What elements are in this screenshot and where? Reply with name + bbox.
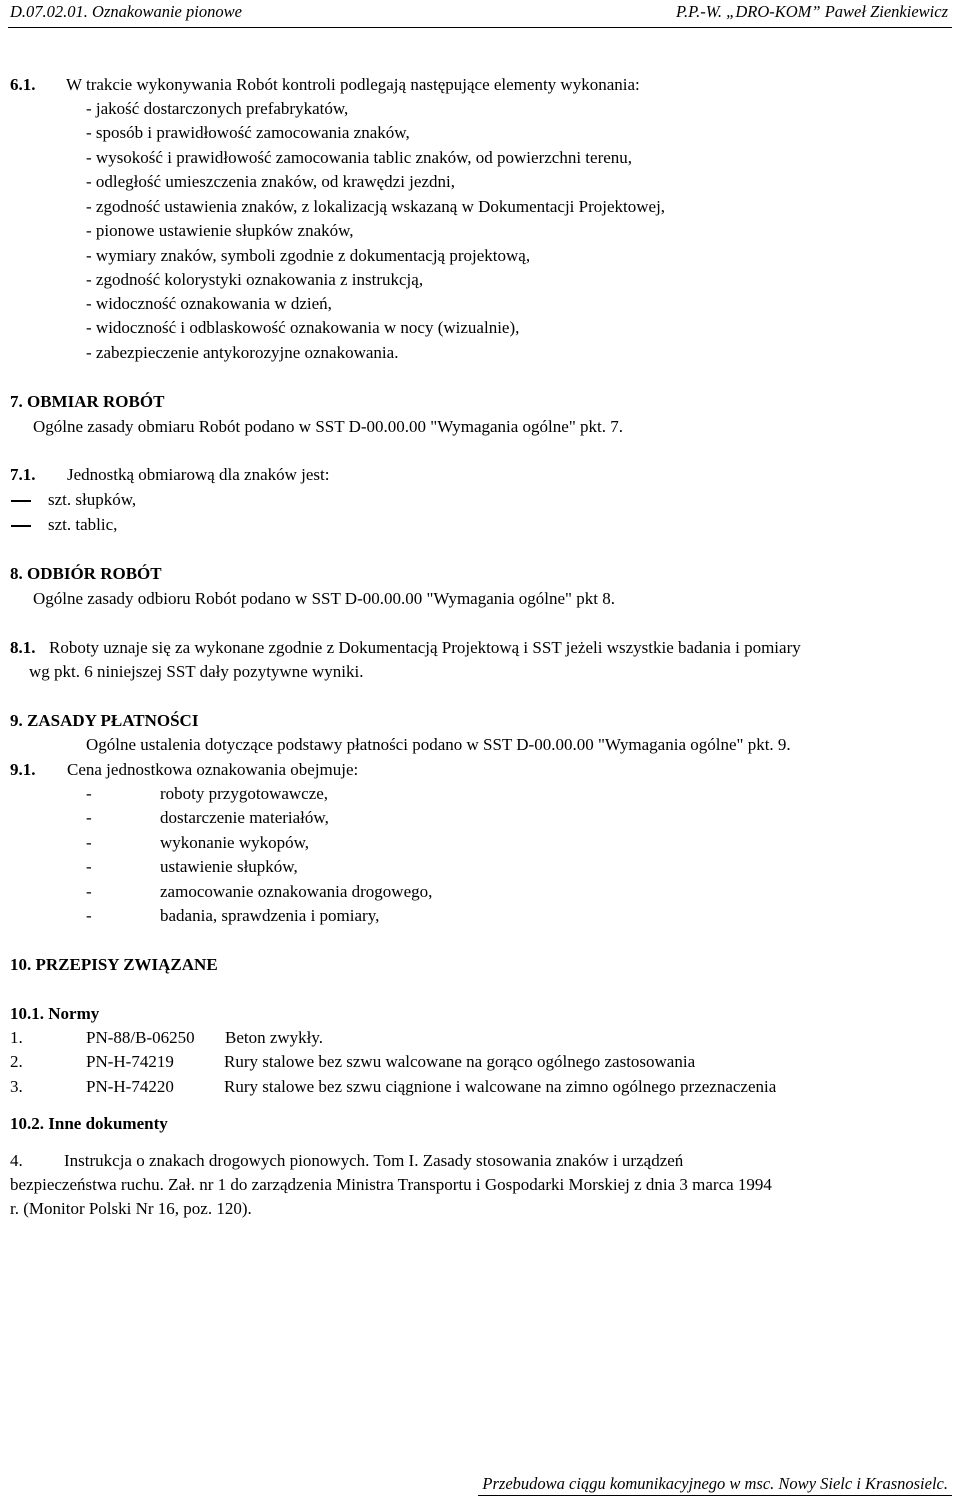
section-7-1-number: 7.1. bbox=[10, 465, 36, 484]
hyphen-bullet: - bbox=[86, 857, 92, 876]
running-header-right: P.P.-W. „DRO-KOM” Paweł Zienkiewicz bbox=[676, 2, 948, 21]
list-item: zamocowanie oznakowania drogowego, bbox=[160, 882, 433, 901]
document-line: Instrukcja o znakach drogowych pionowych. Tom I. Zasady stosowania znaków i urządzeń bbox=[64, 1151, 684, 1170]
list-item: dostarczenie materiałów, bbox=[160, 808, 329, 827]
section-8-1-number: 8.1. bbox=[10, 638, 36, 657]
section-9-1-number: 9.1. bbox=[10, 760, 36, 779]
norm-title: Rury stalowe bez szwu walcowane na gorąco ogólnego zastosowania bbox=[224, 1052, 696, 1071]
list-item: - zgodność kolorystyki oznakowania z instrukcją, bbox=[86, 270, 424, 289]
norm-code: PN-88/B-06250 bbox=[86, 1028, 195, 1047]
list-item: - pionowe ustawienie słupków znaków, bbox=[86, 221, 354, 240]
section-8-1-text: Roboty uznaje się za wykonane zgodnie z Dokumentacją Projektową i SST jeżeli wszystkie badania i pomiary bbox=[49, 638, 801, 657]
section-6-1-intro: W trakcie wykonywania Robót kontroli podlegają następujące elementy wykonania: bbox=[66, 75, 640, 94]
section-6-1-number: 6.1. bbox=[10, 75, 36, 94]
hyphen-bullet: - bbox=[86, 882, 92, 901]
list-item: - wysokość i prawidłowość zamocowania tablic znaków, od powierzchni terenu, bbox=[86, 148, 633, 167]
hyphen-bullet: - bbox=[86, 833, 92, 852]
hyphen-bullet: - bbox=[86, 906, 92, 925]
list-item: - widoczność oznakowania w dzień, bbox=[86, 294, 332, 313]
norm-title: Rury stalowe bez szwu ciągnione i walcowane na zimno ogólnego przeznaczenia bbox=[224, 1077, 777, 1096]
running-header-left: D.07.02.01. Oznakowanie pionowe bbox=[10, 2, 242, 21]
section-9-text: Ogólne ustalenia dotyczące podstawy płatności podano w SST D-00.00.00 "Wymagania ogólne" pkt. 9. bbox=[86, 735, 791, 754]
section-7-1-text: Jednostką obmiarową dla znaków jest: bbox=[67, 465, 330, 484]
list-item: badania, sprawdzenia i pomiary, bbox=[160, 906, 380, 925]
document-number: 4. bbox=[10, 1151, 23, 1170]
hyphen-bullet: - bbox=[86, 808, 92, 827]
footer-rule bbox=[478, 1495, 952, 1496]
section-9-heading: 9. ZASADY PŁATNOŚCI bbox=[10, 711, 199, 730]
list-item: - widoczność i odblaskowość oznakowania w nocy (wizualnie), bbox=[86, 318, 520, 337]
header-rule bbox=[8, 27, 952, 28]
section-7-text: Ogólne zasady obmiaru Robót podano w SST D-00.00.00 "Wymagania ogólne" pkt. 7. bbox=[33, 417, 623, 436]
list-item: - sposób i prawidłowość zamocowania znaków, bbox=[86, 123, 410, 142]
norm-number: 1. bbox=[10, 1028, 23, 1047]
norm-title: Beton zwykły. bbox=[225, 1028, 324, 1047]
section-9-1-text: Cena jednostkowa oznakowania obejmuje: bbox=[67, 760, 359, 779]
section-7-heading: 7. OBMIAR ROBÓT bbox=[10, 392, 165, 411]
section-8-heading: 8. ODBIÓR ROBÓT bbox=[10, 564, 162, 583]
norm-number: 2. bbox=[10, 1052, 23, 1071]
dash-bullet bbox=[11, 525, 31, 527]
running-footer: Przebudowa ciągu komunikacyjnego w msc. Nowy Sielc i Krasnosielc. bbox=[482, 1474, 948, 1493]
list-item: ustawienie słupków, bbox=[160, 857, 298, 876]
section-8-text: Ogólne zasady odbioru Robót podano w SST D-00.00.00 "Wymagania ogólne" pkt 8. bbox=[33, 589, 615, 608]
section-8-1-continuation: wg pkt. 6 niniejszej SST dały pozytywne wyniki. bbox=[29, 662, 364, 681]
list-item: roboty przygotowawcze, bbox=[160, 784, 329, 803]
list-item: - wymiary znaków, symboli zgodnie z dokumentacją projektową, bbox=[86, 246, 531, 265]
list-item: - odległość umieszczenia znaków, od krawędzi jezdni, bbox=[86, 172, 455, 191]
list-item: szt. tablic, bbox=[48, 515, 118, 534]
norm-code: PN-H-74219 bbox=[86, 1052, 174, 1071]
section-10-2-heading: 10.2. Inne dokumenty bbox=[10, 1114, 168, 1133]
document-line: bezpieczeństwa ruchu. Zał. nr 1 do zarządzenia Ministra Transportu i Gospodarki Morskiej z dnia 3 marca 1994 bbox=[10, 1175, 772, 1194]
document-line: r. (Monitor Polski Nr 16, poz. 120). bbox=[10, 1199, 252, 1218]
section-10-heading: 10. PRZEPISY ZWIĄZANE bbox=[10, 955, 218, 974]
list-item: - zabezpieczenie antykorozyjne oznakowania. bbox=[86, 343, 399, 362]
section-10-1-heading: 10.1. Normy bbox=[10, 1004, 100, 1023]
norm-code: PN-H-74220 bbox=[86, 1077, 174, 1096]
list-item: wykonanie wykopów, bbox=[160, 833, 310, 852]
list-item: - jakość dostarczonych prefabrykatów, bbox=[86, 99, 349, 118]
list-item: szt. słupków, bbox=[48, 490, 137, 509]
hyphen-bullet: - bbox=[86, 784, 92, 803]
list-item: - zgodność ustawienia znaków, z lokalizacją wskazaną w Dokumentacji Projektowej, bbox=[86, 197, 666, 216]
norm-number: 3. bbox=[10, 1077, 23, 1096]
dash-bullet bbox=[11, 500, 31, 502]
